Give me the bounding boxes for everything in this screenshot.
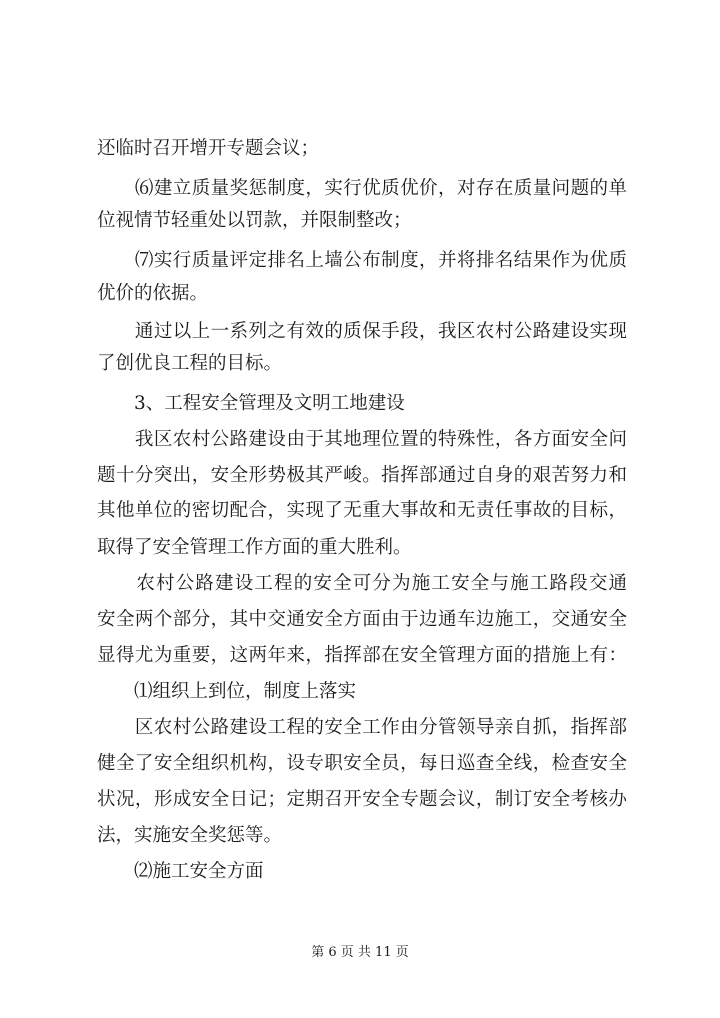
body-text-line: 区农村公路建设工程的安全工作由分管领导亲自抓，指挥部 (97, 717, 627, 738)
page-number-footer: 第 6 页 共 11 页 (311, 945, 409, 960)
body-text-line: 了创优良工程的目标。 (97, 353, 283, 374)
body-text-line: 我区农村公路建设由于其地理位置的特殊性，各方面安全问 (97, 429, 627, 450)
section-heading: 3、工程安全管理及文明工地建设 (97, 393, 405, 414)
body-text-line: ⑺实行质量评定排名上墙公布制度，并将排名结果作为优质 (97, 250, 627, 271)
body-text-line: 取得了安全管理工作方面的重大胜利。 (97, 537, 412, 558)
body-text-line: 安全两个部分，其中交通安全方面由于边通车边施工，交通安全 (97, 609, 627, 630)
body-text-line: 法，实施安全奖惩等。 (97, 825, 283, 846)
body-text-line: 题十分突出，安全形势极其严峻。指挥部通过自身的艰苦努力和 (97, 465, 627, 486)
body-text-line: ⑹建立质量奖惩制度，实行优质优价，对存在质量问题的单 (97, 178, 627, 199)
subheading-line: ⑵施工安全方面 (97, 861, 264, 882)
body-text-line: 农村公路建设工程的安全可分为施工安全与施工路段交通 (97, 573, 627, 594)
body-text-line: 其他单位的密切配合，实现了无重大事故和无责任事故的目标， (97, 500, 627, 521)
body-text-line: 显得尤为重要，这两年来，指挥部在安全管理方面的措施上有： (97, 645, 627, 666)
body-text-line: 健全了安全组织机构，设专职安全员，每日巡查全线，检查安全 (97, 753, 627, 774)
body-text-line: 状况，形成安全日记；定期召开安全专题会议，制订安全考核办 (97, 789, 627, 810)
body-text-line: 还临时召开增开专题会议； (97, 138, 320, 159)
body-text-line: 优价的依据。 (97, 283, 209, 304)
body-text-line: 位视情节轻重处以罚款，并限制整改； (97, 210, 412, 231)
subheading-line: ⑴组织上到位，制度上落实 (97, 681, 357, 702)
body-text-line: 通过以上一系列之有效的质保手段，我区农村公路建设实现 (97, 321, 627, 342)
